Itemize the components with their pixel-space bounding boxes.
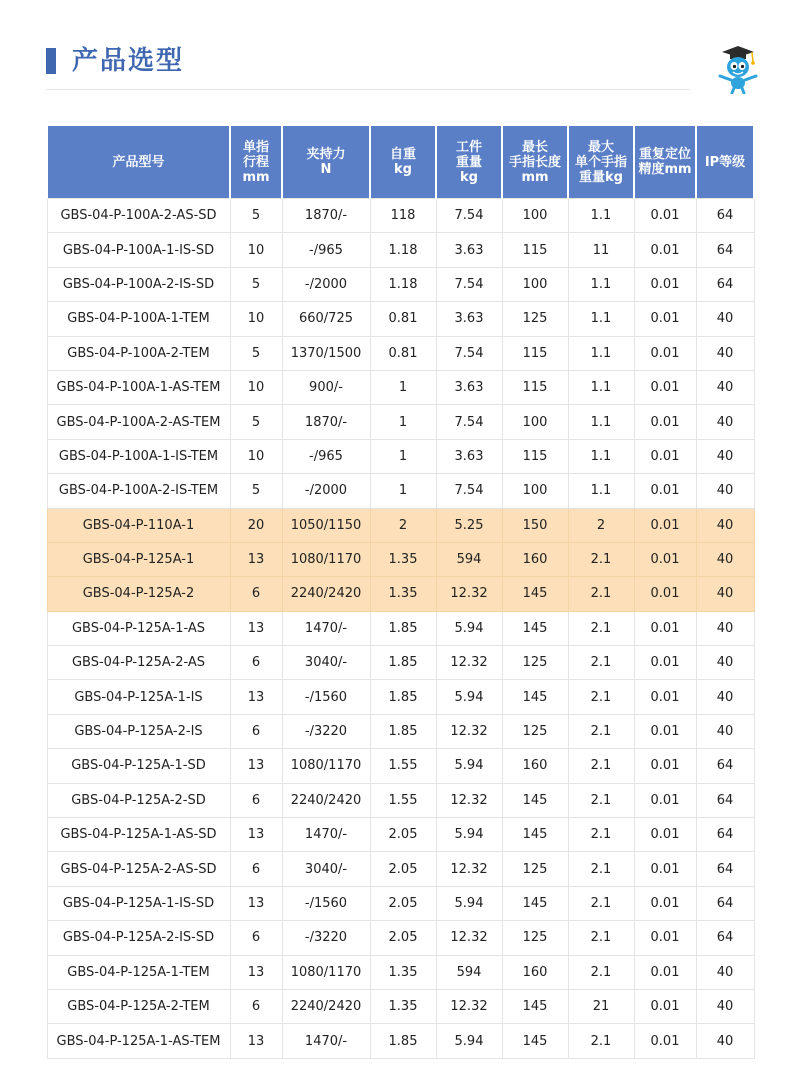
spec-cell: 100 bbox=[502, 405, 568, 439]
spec-cell: 1.35 bbox=[370, 542, 436, 576]
spec-cell: 115 bbox=[502, 336, 568, 370]
table-row bbox=[47, 542, 754, 576]
spec-cell: 64 bbox=[696, 818, 754, 852]
spec-cell: 594 bbox=[436, 955, 502, 989]
spec-cell: 64 bbox=[696, 852, 754, 886]
spec-cell: 145 bbox=[502, 783, 568, 817]
table-row bbox=[47, 955, 754, 989]
spec-cell: 12.32 bbox=[436, 714, 502, 748]
spec-cell: 2.1 bbox=[568, 749, 634, 783]
spec-cell: 2.05 bbox=[370, 818, 436, 852]
column-header: 最大 单个手指 重量kg bbox=[568, 126, 634, 199]
column-header: 自重 kg bbox=[370, 126, 436, 199]
spec-cell: 1.1 bbox=[568, 302, 634, 336]
table-row bbox=[47, 852, 754, 886]
spec-cell: 0.01 bbox=[634, 818, 696, 852]
spec-cell: 145 bbox=[502, 611, 568, 645]
spec-cell: -/3220 bbox=[282, 921, 370, 955]
table-row bbox=[47, 1024, 754, 1058]
spec-cell: 5 bbox=[230, 405, 282, 439]
spec-cell: 40 bbox=[696, 611, 754, 645]
spec-cell: 3.63 bbox=[436, 370, 502, 404]
spec-cell: 0.01 bbox=[634, 921, 696, 955]
spec-cell: 5 bbox=[230, 199, 282, 233]
model-cell: GBS-04-P-125A-1-AS bbox=[47, 611, 230, 645]
spec-cell: 145 bbox=[502, 680, 568, 714]
spec-cell: 12.32 bbox=[436, 921, 502, 955]
spec-cell: 1.85 bbox=[370, 1024, 436, 1058]
spec-cell: 3040/- bbox=[282, 852, 370, 886]
table-row bbox=[47, 714, 754, 748]
spec-cell: 1.1 bbox=[568, 405, 634, 439]
model-cell: GBS-04-P-125A-1-IS-SD bbox=[47, 886, 230, 920]
spec-cell: 2240/2420 bbox=[282, 577, 370, 611]
spec-cell: 40 bbox=[696, 370, 754, 404]
spec-cell: 2.1 bbox=[568, 1024, 634, 1058]
spec-cell: 125 bbox=[502, 714, 568, 748]
spec-cell: 10 bbox=[230, 439, 282, 473]
spec-cell: 5.25 bbox=[436, 508, 502, 542]
spec-cell: 2.1 bbox=[568, 611, 634, 645]
spec-cell: 0.01 bbox=[634, 955, 696, 989]
spec-cell: 0.01 bbox=[634, 577, 696, 611]
spec-cell: 1870/- bbox=[282, 405, 370, 439]
spec-cell: 2.1 bbox=[568, 921, 634, 955]
spec-cell: 40 bbox=[696, 714, 754, 748]
spec-cell: 2.1 bbox=[568, 680, 634, 714]
table-row bbox=[47, 336, 754, 370]
spec-cell: 125 bbox=[502, 921, 568, 955]
table-row bbox=[47, 199, 754, 233]
model-cell: GBS-04-P-125A-1 bbox=[47, 542, 230, 576]
spec-cell: 13 bbox=[230, 1024, 282, 1058]
spec-cell: 2.1 bbox=[568, 886, 634, 920]
spec-cell: 64 bbox=[696, 749, 754, 783]
spec-cell: 1.85 bbox=[370, 646, 436, 680]
spec-cell: 2.1 bbox=[568, 852, 634, 886]
spec-cell: 13 bbox=[230, 611, 282, 645]
spec-cell: 1.85 bbox=[370, 680, 436, 714]
spec-cell: 660/725 bbox=[282, 302, 370, 336]
table-row bbox=[47, 508, 754, 542]
spec-cell: 2.1 bbox=[568, 646, 634, 680]
spec-cell: 100 bbox=[502, 199, 568, 233]
spec-cell: 6 bbox=[230, 989, 282, 1023]
spec-cell: 40 bbox=[696, 577, 754, 611]
spec-cell: 12.32 bbox=[436, 577, 502, 611]
spec-cell: 0.01 bbox=[634, 542, 696, 576]
spec-cell: 115 bbox=[502, 233, 568, 267]
spec-cell: 1050/1150 bbox=[282, 508, 370, 542]
column-header: 最长 手指长度 mm bbox=[502, 126, 568, 199]
spec-cell: 1 bbox=[370, 405, 436, 439]
model-cell: GBS-04-P-125A-2-AS-SD bbox=[47, 852, 230, 886]
spec-cell: 64 bbox=[696, 783, 754, 817]
spec-cell: 0.81 bbox=[370, 336, 436, 370]
model-cell: GBS-04-P-125A-1-IS bbox=[47, 680, 230, 714]
spec-cell: 1.85 bbox=[370, 611, 436, 645]
spec-cell: 0.01 bbox=[634, 783, 696, 817]
spec-cell: 0.01 bbox=[634, 714, 696, 748]
spec-cell: 7.54 bbox=[436, 405, 502, 439]
spec-cell: 594 bbox=[436, 542, 502, 576]
spec-cell: 2.1 bbox=[568, 542, 634, 576]
model-cell: GBS-04-P-100A-1-IS-TEM bbox=[47, 439, 230, 473]
spec-cell: 1.1 bbox=[568, 370, 634, 404]
spec-cell: 160 bbox=[502, 542, 568, 576]
spec-cell: 10 bbox=[230, 370, 282, 404]
spec-cell: 2240/2420 bbox=[282, 989, 370, 1023]
spec-cell: 5 bbox=[230, 474, 282, 508]
spec-cell: 1080/1170 bbox=[282, 542, 370, 576]
spec-cell: 5 bbox=[230, 267, 282, 301]
spec-cell: 13 bbox=[230, 886, 282, 920]
spec-cell: 2.05 bbox=[370, 886, 436, 920]
table-row bbox=[47, 886, 754, 920]
model-cell: GBS-04-P-125A-2-IS-SD bbox=[47, 921, 230, 955]
spec-cell: 12.32 bbox=[436, 989, 502, 1023]
spec-cell: 5 bbox=[230, 336, 282, 370]
spec-cell: 5.94 bbox=[436, 611, 502, 645]
spec-cell: 0.01 bbox=[634, 302, 696, 336]
model-cell: GBS-04-P-110A-1 bbox=[47, 508, 230, 542]
spec-cell: 145 bbox=[502, 577, 568, 611]
model-cell: GBS-04-P-125A-2 bbox=[47, 577, 230, 611]
spec-cell: 13 bbox=[230, 749, 282, 783]
column-header: 重复定位 精度mm bbox=[634, 126, 696, 199]
table-row bbox=[47, 921, 754, 955]
spec-cell: 2.1 bbox=[568, 577, 634, 611]
spec-cell: 5.94 bbox=[436, 818, 502, 852]
spec-cell: 160 bbox=[502, 955, 568, 989]
column-header: 工件 重量 kg bbox=[436, 126, 502, 199]
model-cell: GBS-04-P-100A-2-AS-TEM bbox=[47, 405, 230, 439]
spec-cell: -/1560 bbox=[282, 886, 370, 920]
spec-cell: 0.01 bbox=[634, 852, 696, 886]
spec-cell: 1.85 bbox=[370, 714, 436, 748]
spec-cell: 125 bbox=[502, 852, 568, 886]
spec-cell: 2.1 bbox=[568, 818, 634, 852]
spec-cell: 115 bbox=[502, 370, 568, 404]
table-row bbox=[47, 267, 754, 301]
spec-cell: -/1560 bbox=[282, 680, 370, 714]
spec-cell: 2.05 bbox=[370, 921, 436, 955]
spec-cell: 7.54 bbox=[436, 267, 502, 301]
spec-cell: 7.54 bbox=[436, 199, 502, 233]
spec-cell: 0.01 bbox=[634, 680, 696, 714]
spec-cell: 40 bbox=[696, 542, 754, 576]
model-cell: GBS-04-P-100A-1-IS-SD bbox=[47, 233, 230, 267]
spec-cell: 125 bbox=[502, 302, 568, 336]
spec-cell: 6 bbox=[230, 852, 282, 886]
spec-cell: 150 bbox=[502, 508, 568, 542]
spec-cell: 145 bbox=[502, 989, 568, 1023]
spec-cell: 3.63 bbox=[436, 233, 502, 267]
spec-cell: 64 bbox=[696, 921, 754, 955]
column-header: 单指 行程 mm bbox=[230, 126, 282, 199]
spec-cell: 3040/- bbox=[282, 646, 370, 680]
spec-cell: 1.35 bbox=[370, 577, 436, 611]
spec-cell: 20 bbox=[230, 508, 282, 542]
spec-cell: 1370/1500 bbox=[282, 336, 370, 370]
spec-cell: 2.1 bbox=[568, 955, 634, 989]
spec-cell: 13 bbox=[230, 542, 282, 576]
spec-cell: 1.1 bbox=[568, 267, 634, 301]
spec-cell: 12.32 bbox=[436, 646, 502, 680]
spec-cell: 1.1 bbox=[568, 336, 634, 370]
spec-cell: 1.18 bbox=[370, 233, 436, 267]
spec-cell: 40 bbox=[696, 1024, 754, 1058]
spec-cell: 3.63 bbox=[436, 302, 502, 336]
spec-cell: 13 bbox=[230, 818, 282, 852]
spec-cell: 1 bbox=[370, 474, 436, 508]
spec-cell: 0.01 bbox=[634, 233, 696, 267]
model-cell: GBS-04-P-100A-1-TEM bbox=[47, 302, 230, 336]
spec-cell: 1.35 bbox=[370, 989, 436, 1023]
spec-cell: 0.01 bbox=[634, 611, 696, 645]
model-cell: GBS-04-P-100A-2-IS-TEM bbox=[47, 474, 230, 508]
spec-cell: 64 bbox=[696, 233, 754, 267]
spec-cell: 100 bbox=[502, 474, 568, 508]
spec-cell: 1.1 bbox=[568, 474, 634, 508]
spec-cell: 1470/- bbox=[282, 1024, 370, 1058]
table-row bbox=[47, 646, 754, 680]
spec-cell: 40 bbox=[696, 405, 754, 439]
spec-cell: 10 bbox=[230, 233, 282, 267]
spec-cell: 5.94 bbox=[436, 1024, 502, 1058]
column-header: 夹持力 N bbox=[282, 126, 370, 199]
spec-cell: 40 bbox=[696, 474, 754, 508]
spec-cell: 40 bbox=[696, 439, 754, 473]
table-row bbox=[47, 302, 754, 336]
spec-cell: 0.01 bbox=[634, 646, 696, 680]
spec-cell: 40 bbox=[696, 646, 754, 680]
spec-cell: 0.01 bbox=[634, 989, 696, 1023]
table-header-row bbox=[47, 126, 754, 199]
spec-cell: 125 bbox=[502, 646, 568, 680]
model-cell: GBS-04-P-125A-1-TEM bbox=[47, 955, 230, 989]
spec-cell: 0.01 bbox=[634, 749, 696, 783]
title-accent-bar bbox=[46, 48, 56, 74]
model-cell: GBS-04-P-100A-2-TEM bbox=[47, 336, 230, 370]
spec-cell: 6 bbox=[230, 783, 282, 817]
spec-cell: 40 bbox=[696, 680, 754, 714]
spec-cell: 12.32 bbox=[436, 852, 502, 886]
model-cell: GBS-04-P-100A-2-AS-SD bbox=[47, 199, 230, 233]
spec-cell: 7.54 bbox=[436, 474, 502, 508]
spec-cell: 2.1 bbox=[568, 714, 634, 748]
spec-cell: 0.01 bbox=[634, 474, 696, 508]
spec-cell: -/965 bbox=[282, 439, 370, 473]
spec-cell: 145 bbox=[502, 886, 568, 920]
model-cell: GBS-04-P-125A-2-AS bbox=[47, 646, 230, 680]
spec-cell: 2 bbox=[568, 508, 634, 542]
spec-cell: 1870/- bbox=[282, 199, 370, 233]
spec-cell: 40 bbox=[696, 989, 754, 1023]
table-row bbox=[47, 405, 754, 439]
spec-cell: 0.01 bbox=[634, 336, 696, 370]
spec-cell: -/965 bbox=[282, 233, 370, 267]
spec-cell: 7.54 bbox=[436, 336, 502, 370]
spec-cell: 40 bbox=[696, 508, 754, 542]
spec-cell: 145 bbox=[502, 1024, 568, 1058]
spec-cell: 5.94 bbox=[436, 886, 502, 920]
spec-cell: 12.32 bbox=[436, 783, 502, 817]
table-row bbox=[47, 818, 754, 852]
spec-cell: 6 bbox=[230, 646, 282, 680]
table-row bbox=[47, 439, 754, 473]
spec-cell: 1 bbox=[370, 370, 436, 404]
table-body bbox=[47, 199, 754, 1059]
model-cell: GBS-04-P-125A-1-AS-TEM bbox=[47, 1024, 230, 1058]
model-cell: GBS-04-P-125A-2-SD bbox=[47, 783, 230, 817]
spec-cell: 0.01 bbox=[634, 405, 696, 439]
spec-cell: 118 bbox=[370, 199, 436, 233]
spec-cell: 40 bbox=[696, 336, 754, 370]
mascot-icon bbox=[712, 42, 760, 94]
table-row bbox=[47, 989, 754, 1023]
page-title: 产品选型 bbox=[72, 46, 185, 76]
table-row bbox=[47, 233, 754, 267]
spec-cell: 5.94 bbox=[436, 680, 502, 714]
spec-cell: 13 bbox=[230, 955, 282, 989]
spec-cell: 0.01 bbox=[634, 439, 696, 473]
spec-cell: 64 bbox=[696, 267, 754, 301]
spec-cell: 64 bbox=[696, 199, 754, 233]
spec-cell: 900/- bbox=[282, 370, 370, 404]
spec-cell: 1.18 bbox=[370, 267, 436, 301]
spec-cell: 0.01 bbox=[634, 199, 696, 233]
spec-cell: 2.05 bbox=[370, 852, 436, 886]
title-divider bbox=[46, 89, 690, 90]
spec-cell: 0.01 bbox=[634, 886, 696, 920]
spec-cell: 2 bbox=[370, 508, 436, 542]
model-cell: GBS-04-P-100A-1-AS-TEM bbox=[47, 370, 230, 404]
table-row bbox=[47, 370, 754, 404]
spec-cell: 1.1 bbox=[568, 439, 634, 473]
model-cell: GBS-04-P-125A-1-AS-SD bbox=[47, 818, 230, 852]
spec-cell: 0.01 bbox=[634, 370, 696, 404]
spec-cell: 160 bbox=[502, 749, 568, 783]
table-row bbox=[47, 749, 754, 783]
table-row bbox=[47, 474, 754, 508]
spec-cell: 1.35 bbox=[370, 955, 436, 989]
model-cell: GBS-04-P-100A-2-IS-SD bbox=[47, 267, 230, 301]
spec-cell: 11 bbox=[568, 233, 634, 267]
spec-cell: 3.63 bbox=[436, 439, 502, 473]
spec-cell: 5.94 bbox=[436, 749, 502, 783]
table-row bbox=[47, 680, 754, 714]
spec-cell: 6 bbox=[230, 921, 282, 955]
spec-cell: 0.81 bbox=[370, 302, 436, 336]
spec-cell: 6 bbox=[230, 577, 282, 611]
spec-cell: 1.1 bbox=[568, 199, 634, 233]
spec-cell: 13 bbox=[230, 680, 282, 714]
spec-cell: 2.1 bbox=[568, 783, 634, 817]
spec-cell: 1.55 bbox=[370, 783, 436, 817]
table-row bbox=[47, 783, 754, 817]
spec-cell: 1.55 bbox=[370, 749, 436, 783]
column-header: IP等级 bbox=[696, 126, 754, 199]
spec-cell: 21 bbox=[568, 989, 634, 1023]
spec-cell: 145 bbox=[502, 818, 568, 852]
spec-cell: 40 bbox=[696, 955, 754, 989]
spec-cell: 6 bbox=[230, 714, 282, 748]
spec-cell: 0.01 bbox=[634, 267, 696, 301]
column-header: 产品型号 bbox=[47, 126, 230, 199]
spec-cell: 64 bbox=[696, 886, 754, 920]
spec-cell: -/2000 bbox=[282, 474, 370, 508]
table-row bbox=[47, 577, 754, 611]
spec-cell: 0.01 bbox=[634, 508, 696, 542]
spec-cell: 1470/- bbox=[282, 611, 370, 645]
spec-cell: -/2000 bbox=[282, 267, 370, 301]
model-cell: GBS-04-P-125A-2-IS bbox=[47, 714, 230, 748]
spec-cell: -/3220 bbox=[282, 714, 370, 748]
table-row bbox=[47, 611, 754, 645]
spec-cell: 115 bbox=[502, 439, 568, 473]
model-cell: GBS-04-P-125A-1-SD bbox=[47, 749, 230, 783]
spec-cell: 1 bbox=[370, 439, 436, 473]
spec-cell: 2240/2420 bbox=[282, 783, 370, 817]
spec-cell: 10 bbox=[230, 302, 282, 336]
model-cell: GBS-04-P-125A-2-TEM bbox=[47, 989, 230, 1023]
spec-cell: 0.01 bbox=[634, 1024, 696, 1058]
spec-cell: 1470/- bbox=[282, 818, 370, 852]
spec-cell: 100 bbox=[502, 267, 568, 301]
spec-cell: 40 bbox=[696, 302, 754, 336]
product-selection-table bbox=[46, 126, 755, 1059]
spec-cell: 1080/1170 bbox=[282, 955, 370, 989]
spec-cell: 1080/1170 bbox=[282, 749, 370, 783]
